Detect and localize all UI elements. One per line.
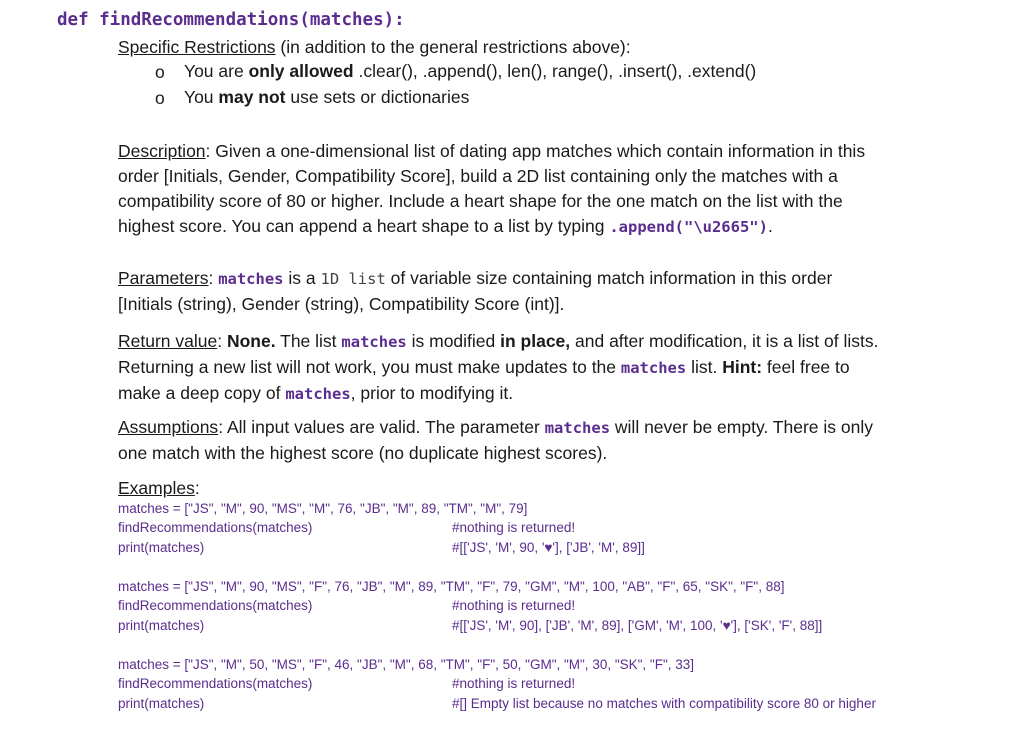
example-3-input: matches = ["JS", "M", 50, "MS", "F", 46, "JB", "M", 68, "TM", "F", 50, "GM", "M", 30, "SK", "F", 33] [118, 657, 695, 672]
example-3-print: print(matches) [118, 696, 205, 711]
example-2-output: #[['JS', 'M', 90], ['JB', 'M', 89], ['GM', 'M', 100, '♥'], ['SK', 'F', 88]] [452, 618, 823, 633]
restrictions-heading: Specific Restrictions [118, 37, 276, 57]
append-heart-code: .append("\u2665") [609, 218, 768, 236]
example-2-print: print(matches) [118, 618, 205, 633]
examples-heading: Examples [118, 478, 195, 498]
return-value-heading: Return value [118, 331, 218, 351]
example-1-print: print(matches) [118, 540, 205, 555]
example-1-output: #[['JS', 'M', 90, '♥'], ['JB', 'M', 89]] [452, 540, 645, 555]
parameters-section: Parameters: matches is a 1D list of variable size containing match information in this order [Initials (string), Gender (string), Compatibility Score (int)]. [118, 268, 833, 314]
example-3-call-comment: #nothing is returned! [452, 676, 576, 691]
example-3-call: findRecommendations(matches) [118, 676, 313, 691]
assumptions-heading: Assumptions [118, 417, 219, 437]
example-1-call-comment: #nothing is returned! [452, 520, 576, 535]
example-2-input: matches = ["JS", "M", 90, "MS", "F", 76, "JB", "M", 89, "TM", "F", 79, "GM", "M", 100, "AB", "F", 65, "SK", "F", 88] [118, 579, 785, 594]
example-2-call-comment: #nothing is returned! [452, 598, 576, 613]
restriction-item-2: You may not use sets or dictionaries [184, 87, 470, 107]
return-value-section: Return value: None. The list matches is modified in place, and after modification, it is a list of lists. Returning a new list will not work, you must make updates to the matches list. Hint: feel free to make a deep copy of matches, prior to modifying it. [118, 331, 879, 403]
parameters-heading: Parameters [118, 268, 209, 288]
assumptions-section: Assumptions: All input values are valid. The parameter matches will never be empty. There is only one match with the highest score (no duplicate highest scores). [118, 417, 873, 463]
example-1-call: findRecommendations(matches) [118, 520, 313, 535]
example-3-output: #[] Empty list because no matches with compatibility score 80 or higher [452, 696, 876, 711]
description-heading: Description [118, 141, 206, 161]
restrictions-heading-line: Specific Restrictions (in addition to the general restrictions above): [118, 37, 631, 57]
bullet-icon: o [155, 88, 165, 108]
description-section: Description: Given a one-dimensional list of dating app matches which contain information in this order [Initials, Gender, Compatibility Score], build a 2D list containing only the matches with a compatibility score of 80 or higher. Include a heart shape for the one match on the list with the highest score. You can append a heart shape to a list by typing .append("\u2665"). [118, 141, 866, 236]
function-signature: def findRecommendations(matches): [57, 10, 405, 30]
bullet-icon: o [155, 62, 165, 82]
example-2-call: findRecommendations(matches) [118, 598, 313, 613]
examples-heading-line: Examples: [118, 478, 200, 498]
restriction-item-1: You are only allowed .clear(), .append(), len(), range(), .insert(), .extend() [184, 61, 757, 81]
example-1-input: matches = ["JS", "M", 90, "MS", "M", 76, "JB", "M", 89, "TM", "M", 79] [118, 501, 528, 516]
